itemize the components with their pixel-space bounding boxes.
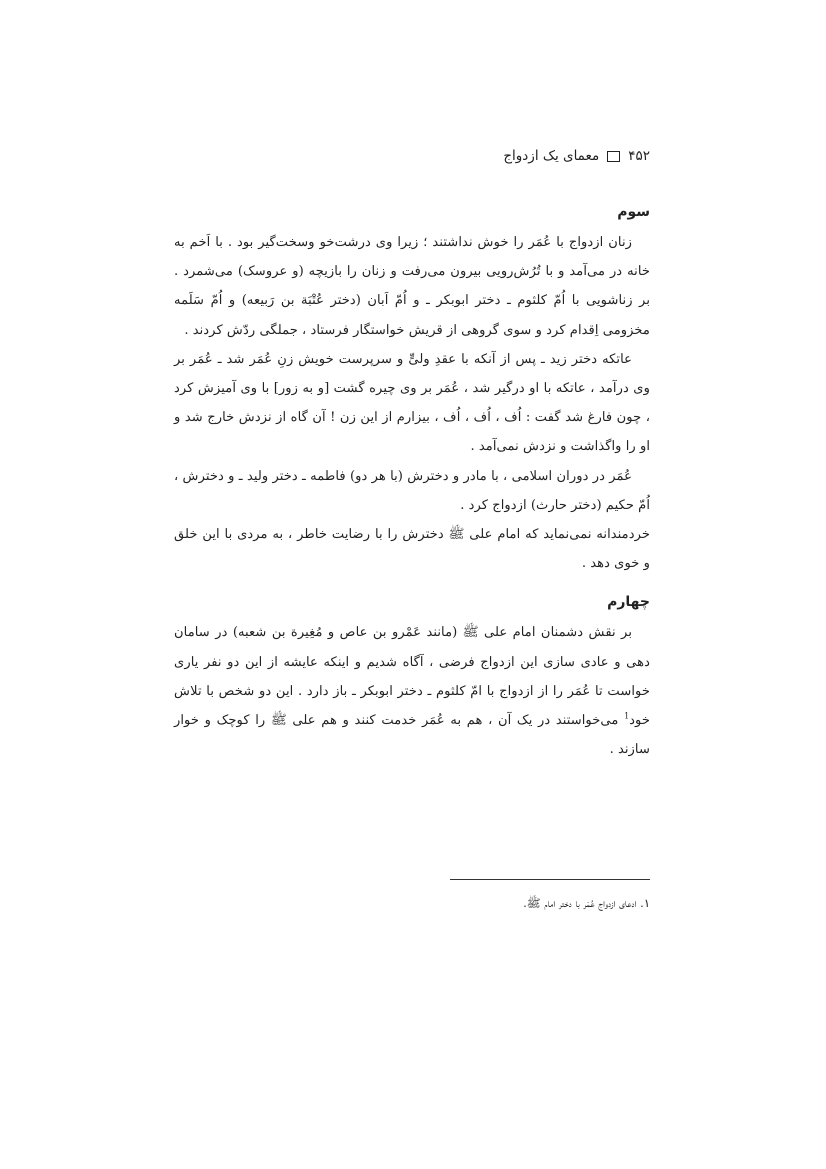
paragraph: زنان ازدواج با عُمَر را خوش نداشتند ؛ زیرا وی درشت‌خو وسخت‌گیر بود . با اَخم به خانه در می‌آمد و با تُرُش‌رویی بیرون می‌رفت و زنان را بازیچه (و عروسک) می‌شمرد . بر زناشویی با اُمّ کلثوم ـ دختر ابوبکر ـ و اُمّ اَبان (دختر عُتْبَة بن رَبیعه) و اُمّ سَلَمه مخزومی اِقدام کرد و سوی گروهی از قریش خواستگار فرستاد ، جملگی ردّش کردند . xyxy=(174,235,650,338)
footnote-divider xyxy=(450,879,650,880)
paragraph-text: بر نقش دشمنان امام علی ﷺ (مانند عَمْرو بن عاص و مُغِیرة بن شعبه) در سامان دهی و عادی سازی این ازدواج فرضی ، آگاه شدیم و اینکه عایشه از این دو نفر یاری خواست تا عُمَر را از ازدواج با امّ کلثوم ـ دختر ابوبکر ـ باز دارد . این دو شخص با تلاش خود xyxy=(174,625,650,729)
page-number: ۴۵۲ xyxy=(628,148,650,164)
paragraph: عاتکه دختر زید ـ پس از آنکه با عقدِ ولیٍّ و سرپرست خویش زنِ عُمَر شد ـ عُمَر بر وی درآمد ، عاتکه با او درگیر شد ، عُمَر بر وی چیره گشت [و به زور] با وی آمیزش کرد ، چون فارغ شد گفت : اُف ، اُف ، اُف ، بیزارم از این زن ! آن گاه از نزدش خارج شد و او را واگذاشت و نزدش نمی‌آمد . xyxy=(174,351,650,455)
paragraph xyxy=(174,618,650,764)
paragraph: عُمَر در دوران اسلامی ، با مادر و دخترش (با هر دو) فاطمه ـ دختر ولید ـ و دخترش ، اُمّ حکیم (دختر حارث) ازدواج کرد . xyxy=(174,468,650,513)
square-ornament-icon xyxy=(607,151,620,162)
running-title: معمای یک ازدواج xyxy=(503,148,600,164)
section-title: سوم xyxy=(617,204,650,220)
paragraph-text: می‌خواستند در یک آن ، هم به عُمَر خدمت کنند و هم علی ﷺ را کوچک و خوار سازند . xyxy=(174,713,650,758)
footnote: ۱. ادعای ازدواج عُمَر با دختر امام ﷺ. xyxy=(523,896,650,910)
section-title: چهارم xyxy=(607,594,650,611)
body-text xyxy=(174,196,650,764)
footnote-marker: 1 xyxy=(624,711,630,721)
running-header xyxy=(174,148,650,164)
paragraph: خردمندانه نمی‌نماید که امام علی ﷺ دخترش را با رضایت خاطر ، به مردی با این خلق و خوی دهد . xyxy=(174,527,650,572)
